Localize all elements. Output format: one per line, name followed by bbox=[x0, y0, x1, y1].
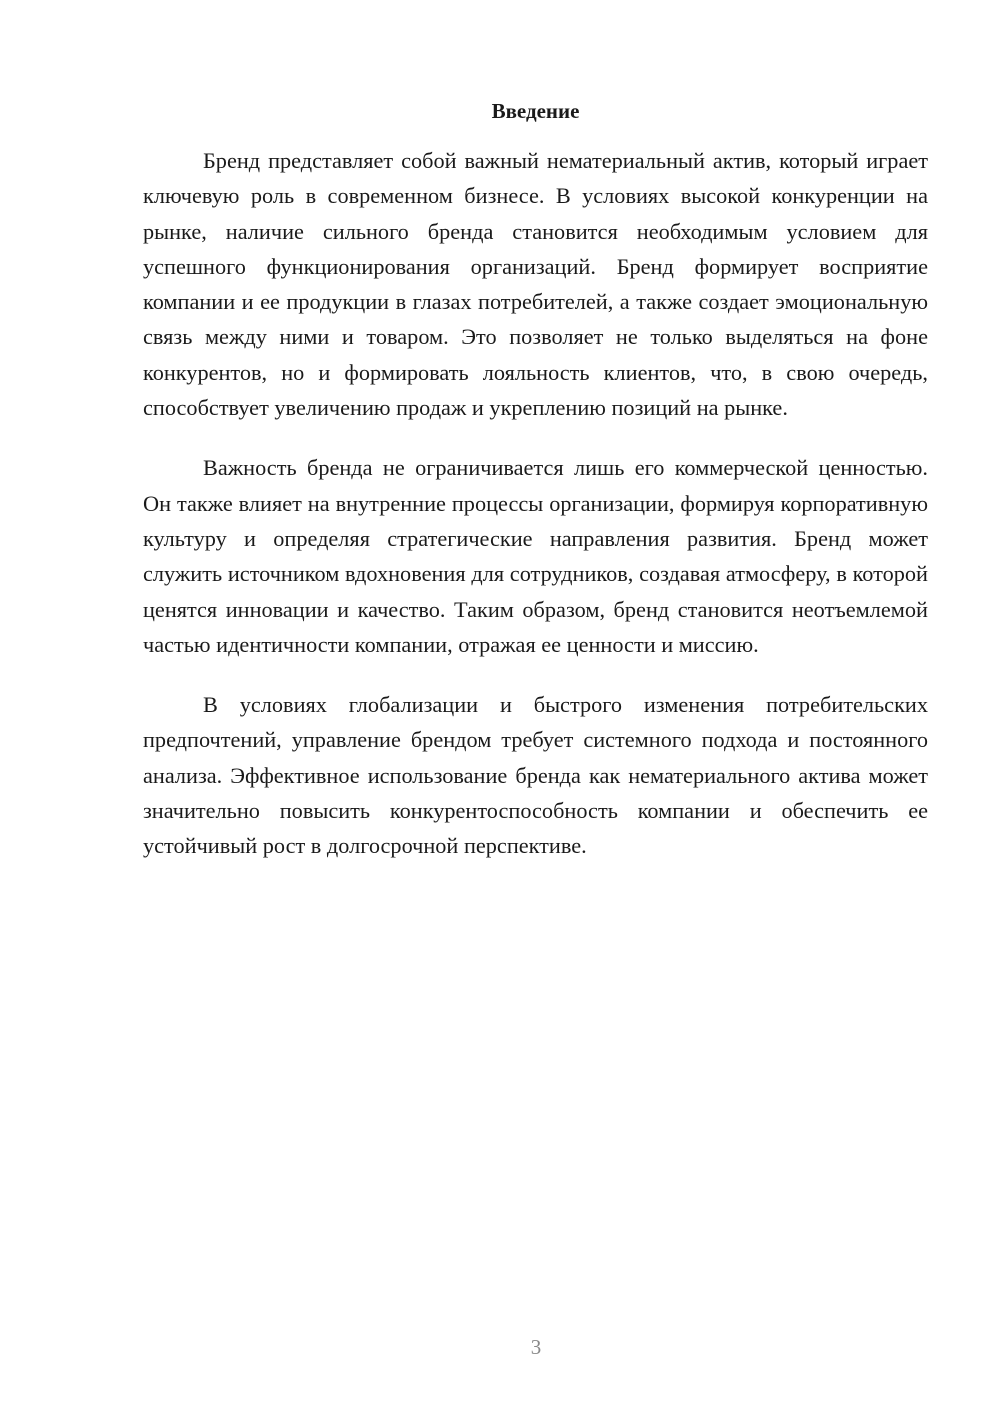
page-number: 3 bbox=[530, 1335, 542, 1359]
body-text bbox=[143, 143, 928, 889]
paragraph-3: В условиях глобализации и быстрого изменения потребительских предпочтений, управление брендом требует системного подхода и постоянного анализа. Эффективное использование бренда как нематериального актива может значительно повысить конкурентоспособность компании и обеспечить ее устойчивый рост в долгосрочной перспективе. bbox=[143, 692, 928, 859]
section-heading: Введение bbox=[491, 99, 580, 123]
paragraph-2: Важность бренда не ограничивается лишь его коммерческой ценностью. Он также влияет на внутренние процессы организации, формируя корпоративную культуру и определяя стратегические направления развития. Бренд может служить источником вдохновения для сотрудников, создавая атмосферу, в которой ценятся инновации и качество. Таким образом, бренд становится неотъемлемой частью идентичности компании, отражая ее ценности и миссию. bbox=[143, 455, 928, 657]
paragraph-1: Бренд представляет собой важный нематериальный актив, который играет ключевую роль в современном бизнесе. В условиях высокой конкуренции на рынке, наличие сильного бренда становится необходимым условием для успешного функционирования организаций. Бренд формирует восприятие компании и ее продукции в глазах потребителей, а также создает эмоциональную связь между ними и товаром. Это позволяет не только выделяться на фоне конкурентов, но и формировать лояльность клиентов, что, в свою очередь, способствует увеличению продаж и укреплению позиций на рынке. bbox=[143, 148, 928, 421]
